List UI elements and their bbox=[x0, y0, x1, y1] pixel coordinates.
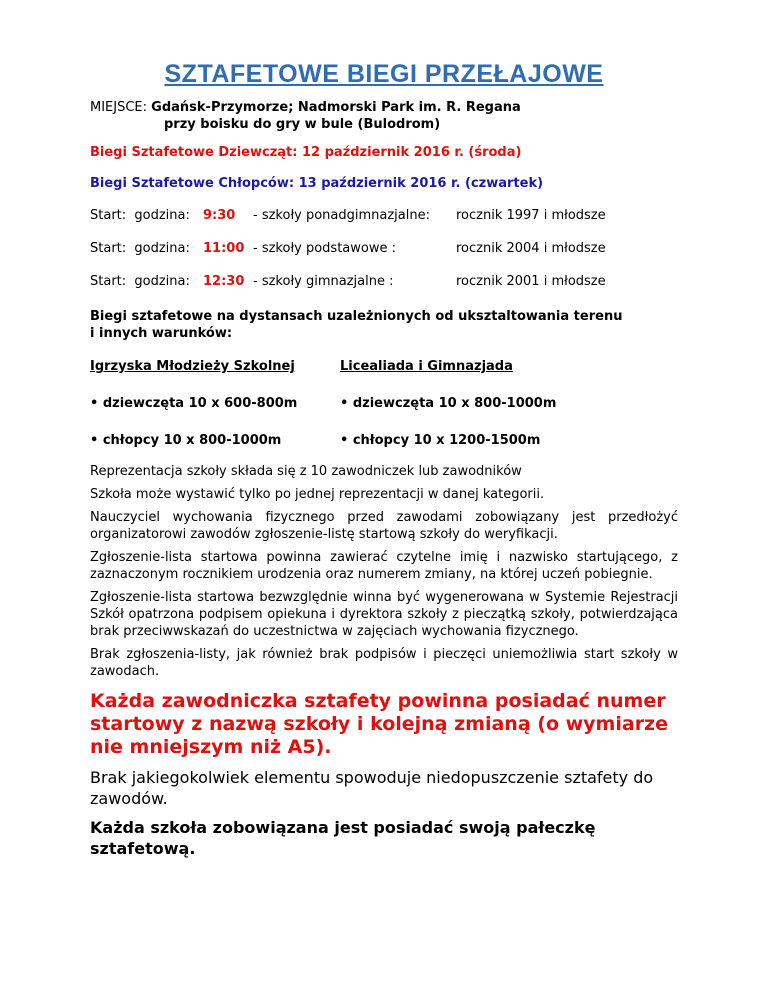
ims-header: Igrzyska Młodzieży Szkolnej bbox=[90, 359, 295, 374]
disqualification-note: Brak jakiegokolwiek elementu spowoduje niedopuszczenie sztafety do zawodów. bbox=[90, 768, 654, 808]
licealiada-girls-distance: • dziewczęta 10 x 800-1000m bbox=[340, 396, 557, 411]
rule-paragraph: Zgłoszenie-lista startowa powinna zawierać czytelne imię i nazwisko startującego, z zaznaczonym rocznikiem urodzenia oraz numerem zmiany, na której uczeń pobiegnie. bbox=[90, 550, 678, 582]
start-label: Start: godzina: bbox=[90, 208, 190, 223]
place-row bbox=[90, 99, 678, 116]
page-title: SZTAFETOWE BIEGI PRZEŁAJOWE bbox=[164, 60, 604, 88]
start-number-requirement: Każda zawodniczka sztafety powinna posiadać numer startowy z nazwą szkoły i kolejną zmianą (o wymiarze nie mniejszym niż A5). bbox=[90, 690, 669, 758]
rule-paragraph: Reprezentacja szkoły składa się z 10 zawodniczek lub zawodników bbox=[90, 464, 522, 479]
start-time: 11:00 bbox=[203, 241, 245, 256]
ims-girls-distance: • dziewczęta 10 x 600-800m bbox=[90, 396, 298, 411]
start-row bbox=[90, 240, 678, 257]
categories-table bbox=[90, 358, 678, 449]
place-line-1: Gdańsk-Przymorze; Nadmorski Park im. R. Regana bbox=[151, 100, 521, 115]
boys-distance-row bbox=[90, 432, 678, 449]
start-schedule bbox=[90, 207, 678, 290]
place-line-2: przy boisku do gry w bule (Bulodrom) bbox=[164, 117, 441, 132]
girls-date: Biegi Sztafetowe Dziewcząt: 12 październik 2016 r. (środa) bbox=[90, 145, 522, 160]
licealiada-boys-distance: • chłopcy 10 x 1200-1500m bbox=[340, 433, 541, 448]
baton-requirement: Każda szkoła zobowiązana jest posiadać swoją pałeczkę sztafetową. bbox=[90, 818, 596, 858]
distances-line-2: i innych warunków: bbox=[90, 326, 233, 341]
start-row bbox=[90, 273, 678, 290]
distances-note bbox=[90, 308, 678, 342]
rule-paragraph: Brak zgłoszenia-listy, jak również brak podpisów i pieczęci uniemożliwia start szkoły w zawodach. bbox=[90, 647, 678, 679]
ims-boys-distance: • chłopcy 10 x 800-1000m bbox=[90, 433, 282, 448]
place-block bbox=[90, 99, 678, 133]
rule-paragraph: Szkoła może wystawić tylko po jednej reprezentacji w danej kategorii. bbox=[90, 487, 545, 502]
place-label: MIEJSCE: bbox=[90, 100, 152, 115]
start-label: Start: godzina: bbox=[90, 274, 190, 289]
girls-distance-row bbox=[90, 395, 678, 412]
birth-year: rocznik 1997 i młodsze bbox=[456, 208, 606, 223]
school-type: - szkoły podstawowe : bbox=[253, 241, 396, 256]
licealiada-header: Licealiada i Gimnazjada bbox=[340, 359, 513, 374]
rules-section bbox=[90, 463, 678, 680]
school-type: - szkoły ponadgimnazjalne: bbox=[253, 208, 430, 223]
document-body bbox=[90, 60, 678, 859]
start-row bbox=[90, 207, 678, 224]
categories-header-row bbox=[90, 358, 678, 375]
start-time: 12:30 bbox=[203, 274, 245, 289]
start-label: Start: godzina: bbox=[90, 241, 190, 256]
rule-paragraph: Nauczyciel wychowania fizycznego przed zawodami zobowiązany jest przedłożyć organizatorowi zawodów zgłoszenie-listę startową szkoły do weryfikacji. bbox=[90, 510, 678, 542]
start-time: 9:30 bbox=[203, 208, 236, 223]
distances-line-1: Biegi sztafetowe na dystansach uzależnionych od uksztaltowania terenu bbox=[90, 309, 623, 324]
rule-paragraph: Zgłoszenie-lista startowa bezwzględnie winna być wygenerowana w Systemie Rejestracji Szkół opatrzona podpisem opiekuna i dyrektora szkoły z pieczątką szkoły, potwierdzająca brak przeciwwskazań do uczestnictwa w zajęciach wychowania fizycznego. bbox=[90, 590, 678, 639]
boys-date: Biegi Sztafetowe Chłopców: 13 październik 2016 r. (czwartek) bbox=[90, 176, 544, 191]
birth-year: rocznik 2004 i młodsze bbox=[456, 241, 606, 256]
school-type: - szkoły gimnazjalne : bbox=[253, 274, 394, 289]
birth-year: rocznik 2001 i młodsze bbox=[456, 274, 606, 289]
